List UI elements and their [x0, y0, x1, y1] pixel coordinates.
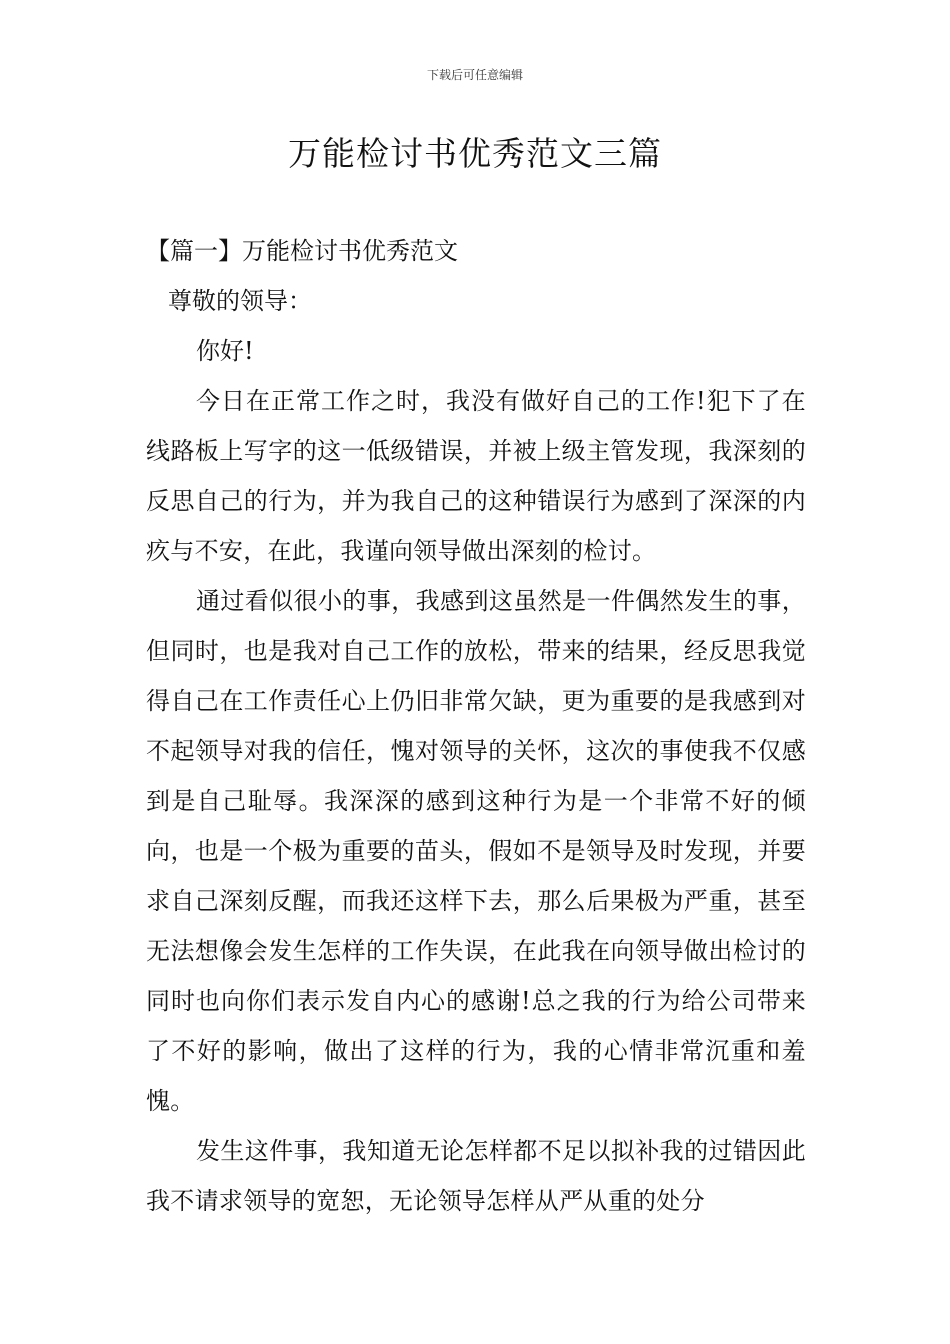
- greeting: 你好!: [196, 337, 254, 365]
- header-note: 下载后可任意编辑: [426, 68, 523, 82]
- paragraph-3: 发生这件事，我知道无论怎样都不足以拟补我的过错因此我不请求领导的宽恕，无论领导怎样从严从重的处分: [146, 1137, 806, 1215]
- salutation: 尊敬的领导：: [168, 287, 312, 315]
- document-title: 万能检讨书优秀范文三篇: [288, 134, 662, 173]
- paragraph-2: 通过看似很小的事，我感到这虽然是一件偶然发生的事，但同时，也是我对自己工作的放松，带来的结果，经反思我觉得自己在工作责任心上仍旧非常欠缺，更为重要的是我感到对不起领导对我的信任，愧对领导的关怀，这次的事使我不仅感到是自己耻辱。我深深的感到这种行为是一个非常不好的倾向，也是一个极为重要的苗头，假如不是领导及时发现，并要求自己深刻反醒，而我还这样下去，那么后果极为严重，甚至无法想像会发生怎样的工作失误，在此我在向领导做出检讨的同时也向你们表示发自内心的感谢!总之我的行为给公司带来了不好的影响，做出了这样的行为，我的心情非常沉重和羞愧。: [146, 587, 806, 1115]
- paragraph-1: 今日在正常工作之时，我没有做好自己的工作!犯下了在线路板上写字的这一低级错误，并被上级主管发现，我深刻的反思自己的行为，并为我自己的这种错误行为感到了深深的内疚与不安，在此，我谨向领导做出深刻的检讨。: [146, 387, 806, 565]
- document-body: [146, 226, 806, 1226]
- section-heading: 【篇一】万能检讨书优秀范文: [146, 237, 458, 265]
